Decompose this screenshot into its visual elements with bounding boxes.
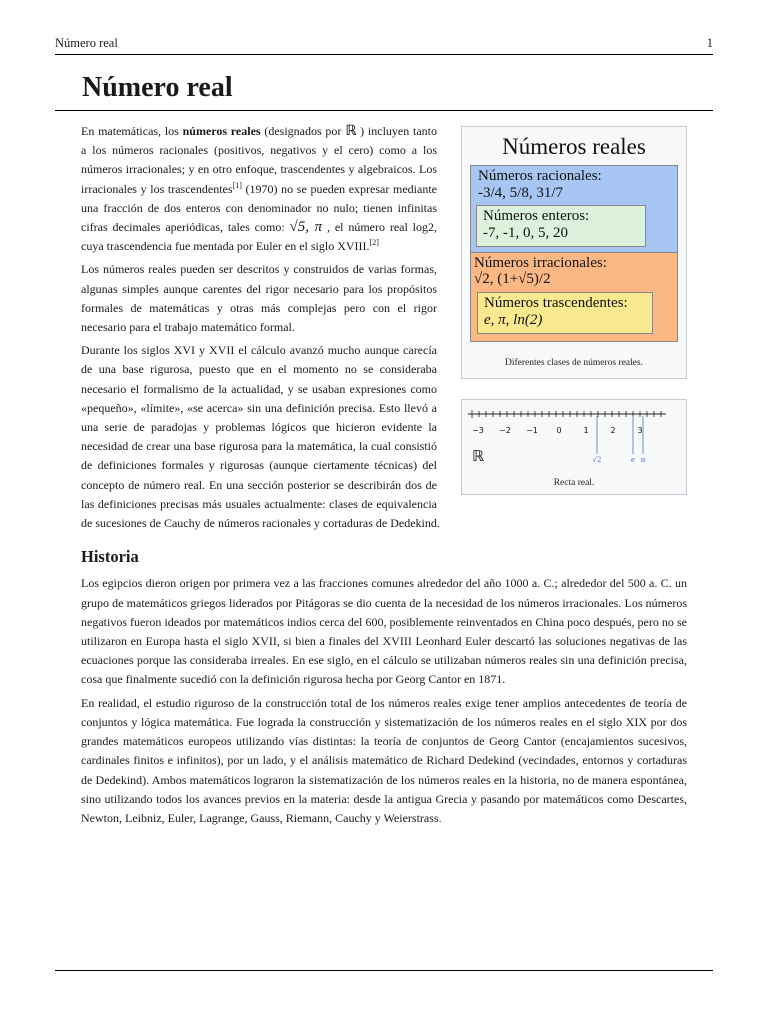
integers-label: Números enteros:: [483, 208, 590, 224]
marker-e-label: e: [630, 456, 636, 464]
title-rule: [55, 110, 713, 111]
tick-label: 3: [637, 426, 643, 435]
rationals-values: -3/4, 5/8, 31/7: [478, 185, 563, 201]
article-body: [81, 122, 687, 832]
footer-rule: [55, 970, 713, 971]
reference-link[interactable]: [2]: [369, 238, 379, 248]
section-heading-historia: Historia: [81, 547, 139, 567]
text-run: En matemáticas, los: [81, 124, 183, 138]
marker-pi-label: π: [640, 456, 646, 464]
historia-paragraph-1: Los egipcios dieron origen por primera vez a las fracciones comunes alrededor del año 1000 a. C.; alrededor del 500 a. C. un grupo de matemáticos griegos liderados por Pitágoras se dio cuenta de la necesidad de los números irracionales. Los números negativos fueron ideados por matemáticos indios cerca del 600, posiblemente reinventados en China poco después, pero no se utilizaron en Europa hasta el siglo XVII, si bien a finales del XVIII Leonhard Euler descartó las soluciones negativas de las ecuaciones porque las consideraba irreales. En ese siglo, en el cálculo se utilizaban números reales sin una definición precisa, cosa que finalmente sucedió con la definición rigurosa hecha por Georg Cantor en 1871.: [81, 576, 687, 687]
text-run: , el número real log2, cuya trascendencia fue mentada por Euler en el siglo XVIII.: [81, 220, 438, 254]
figure-caption: Diferentes clases de números reales.: [505, 358, 643, 368]
text-run: (1970) no se pueden expresar mediante una fracción de dos enteros con denominador no nulo; tienen infinitas cifras decimales aperiódicas, tales como:: [81, 181, 438, 235]
intro-paragraph-3: Durante los siglos XVI y XVII el cálculo avanzó mucho aunque carecía de una base rigurosa, puesto que en el momento no se consideraba necesario el formalismo de la actualidad, y se usaban expresiones como «pequeño», «límite», «se acerca» sin una definición precisa. Esto llevó a una serie de paradojas y problemas lógicos que hicieron evidente la necesidad de crear una base rigurosa para la matemática, la cual consistió de definiciones formales y rigurosas (aunque ciertamente técnicas) del concepto de número real. En una sección posterior se describirán dos de las definiciones precisas más usuales actualmente: clases de equivalencia de sucesiones de Cauchy de números racionales y cortaduras de Dedekind.: [81, 343, 440, 531]
real-line-diagram: [462, 400, 686, 470]
irrationals-box: [470, 252, 678, 342]
figure-real-line: [461, 399, 687, 495]
reference-link[interactable]: [1]: [232, 180, 242, 190]
tick-label: 0: [556, 426, 562, 435]
tick-label: 1: [583, 426, 589, 435]
irrationals-label: Números irracionales:: [474, 255, 607, 271]
transcendentals-box: [477, 292, 653, 334]
intro-paragraph-2: Los números reales pueden ser descritos y construidos de varias formas, algunas simples aunque carentes del rigor necesario para los propósitos formales de matemáticas y otras más complejas pero con el rigor necesario para el trabajo matemático formal.: [81, 262, 437, 335]
reals-symbol-inline: ℝ: [345, 123, 357, 139]
tick-label: −3: [472, 426, 484, 435]
rationals-label: Números racionales:: [478, 168, 602, 184]
tick-label: −1: [526, 426, 538, 435]
running-header: [55, 36, 713, 51]
tick-label: −2: [499, 426, 511, 435]
inline-math: √5, π: [289, 219, 323, 236]
marker-sqrt2-label: √2: [592, 456, 602, 464]
special-value-markers: [597, 416, 643, 454]
running-header-title: Número real: [55, 36, 118, 50]
text-run: (designados por: [260, 124, 346, 138]
tick-label: 2: [610, 426, 616, 435]
figure-number-classes: [461, 126, 687, 379]
reals-symbol: ℝ: [472, 447, 485, 465]
transcendentals-label: Números trascendentes:: [484, 295, 628, 311]
integers-values: -7, -1, 0, 5, 20: [483, 225, 568, 241]
text-run: ) incluyen tanto a los números racionales (positivos, negativos y el cero) como a los números irracionales; y en otro enfoque, trascendentes y algebraicos. Los irracionales y los trascendentes: [81, 124, 437, 196]
bold-term: números reales: [182, 124, 261, 138]
header-rule: [55, 54, 713, 55]
figure-title: Números reales: [502, 134, 646, 159]
irrationals-values: √2, (1+√5)/2: [474, 271, 551, 287]
transcendentals-values: e, π, ln(2): [484, 312, 543, 328]
rationals-box: [470, 165, 678, 253]
page-number: 1: [706, 36, 713, 50]
page-title: Número real: [82, 72, 233, 103]
integers-box: [476, 205, 646, 247]
figure-caption: Recta real.: [553, 478, 595, 488]
historia-paragraph-2: En realidad, el estudio riguroso de la construcción total de los números reales exige tener amplios antecedentes de teoría de conjuntos y lógica matemática. Fue lograda la construcción y sistematización de los números reales en el siglo XIX por dos grandes matemáticos europeos utilizando vías distintas: la teoría de conjuntos de Georg Cantor (encajamientos sucesivos, cardinales finitos e infinitos), por un lado, y el análisis matemático de Richard Dedekind (vecindades, entornos y cortaduras de Dedekind). Ambos matemáticos lograron la sistematización de los números reales en la historia, no de manera espontánea, sino utilizando todos los avances previos en la materia: desde la antigua Grecia y pasando por matemáticos como Descartes, Newton, Leibniz, Euler, Lagrange, Gauss, Riemann, Cauchy y Weierstrass.: [81, 695, 687, 825]
